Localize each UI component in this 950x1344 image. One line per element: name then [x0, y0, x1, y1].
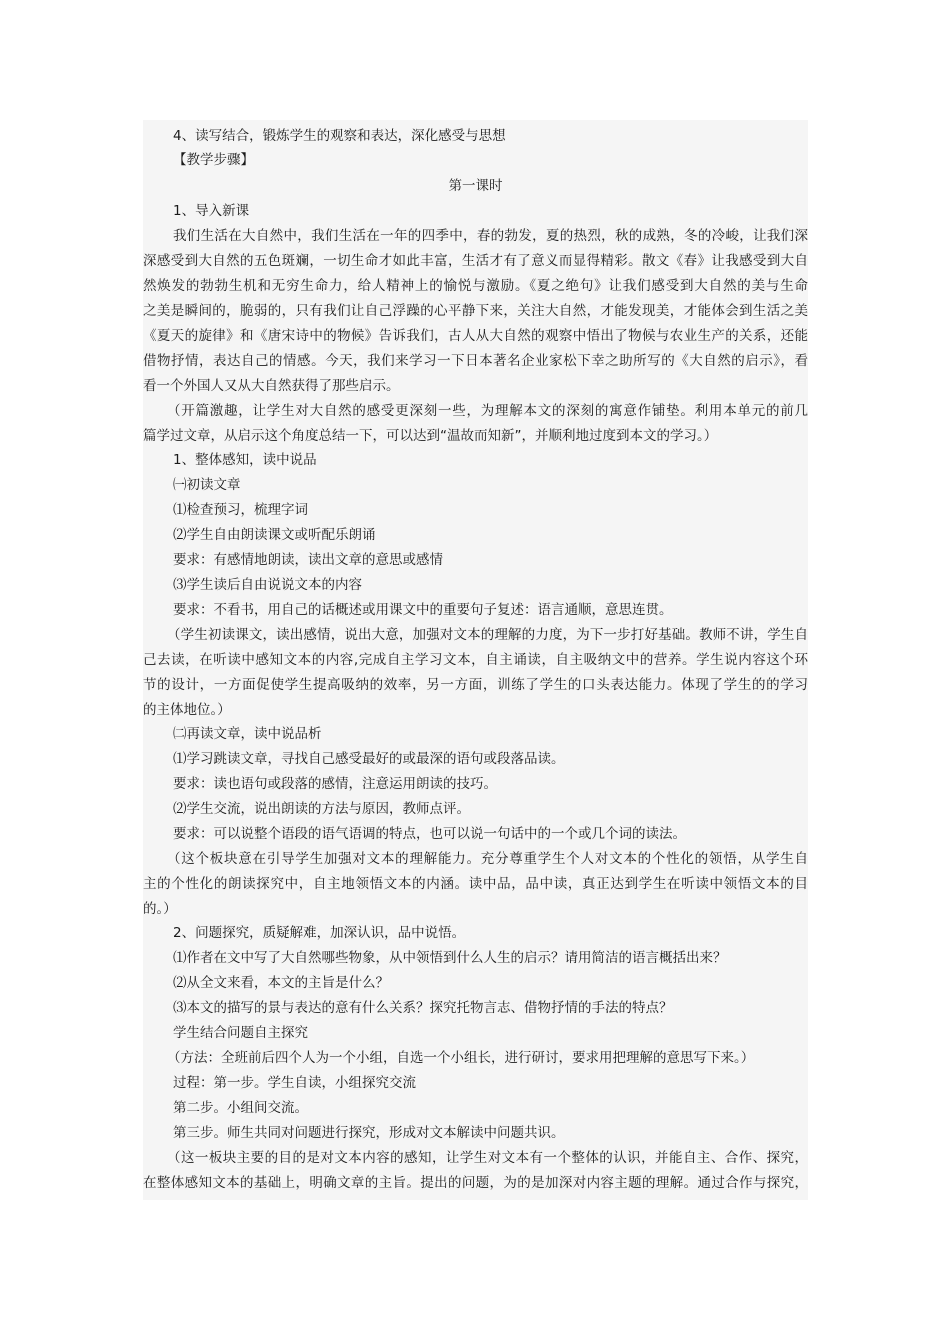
text-line: 要求：不看书，用自己的话概述或用课文中的重要句子复述：语言通顺，意思连贯。 — [173, 602, 673, 618]
text-line: 看一个外国人又从大自然获得了那些启示。 — [143, 378, 400, 394]
text-line: ㈠初读文章 — [173, 477, 241, 493]
section-heading: 【教学步骤】 — [173, 152, 254, 168]
text-line: ⑴检查预习，梳理字词 — [173, 502, 308, 518]
text-line: ⑶学生读后自由说说文本的内容 — [173, 577, 362, 593]
text-line: （这一板块主要的目的是对文本内容的感知，让学生对文本有一个整体的认识，并能自主、合作、探究， — [167, 1150, 808, 1166]
text-line: 的。） — [143, 901, 177, 917]
text-line: 第三步。师生共同对问题进行探究，形成对文本解读中问题共识。 — [173, 1125, 565, 1141]
text-line: 在整体感知文本的基础上，明确文章的主旨。提出的问题，为的是加深对内容主题的理解。通过合作与探究， — [143, 1175, 808, 1191]
text-line: 我们生活在大自然中，我们生活在一年的四季中，春的勃发，夏的热烈，秋的成熟，冬的冷峻，让我们深 — [173, 228, 808, 244]
text-line: 要求：有感情地朗读，读出文章的意思或感情 — [173, 552, 443, 568]
text-line: 要求：可以说整个语段的语气语调的特点，也可以说一句话中的一个或几个词的读法。 — [173, 826, 686, 842]
text-line: 学生结合问题自主探究 — [173, 1025, 308, 1041]
text-line: （学生初读课文，读出感情，说出大意，加强对文本的理解的力度，为下一步打好基础。教师不讲，学生自 — [167, 627, 808, 643]
lesson-title: 第一课时 — [448, 178, 503, 194]
text-line: ㈡再读文章，读中说品析 — [173, 726, 322, 742]
text-line: 4、读写结合，锻炼学生的观察和表达，深化感受与思想 — [173, 128, 506, 144]
text-line: 深感受到大自然的五色斑斓，一切生命才如此丰富，生活才有了意义而显得精彩。散文《春》让我感受到大自 — [143, 253, 808, 269]
text-line: 借物抒情，表达自己的情感。今天，我们来学习一下日本著名企业家松下幸之助所写的《大自然的启示》，看 — [143, 353, 808, 369]
text-line: 2、问题探究，质疑解难，加深认识，品中说悟。 — [173, 925, 466, 941]
text-line: 之美是瞬间的，脆弱的，只有我们让自己浮躁的心平静下来，关注大自然，才能发现美，才能体会到生活之美 — [143, 303, 808, 319]
text-line: 己去读，在听读中感知文本的内容,完成自主学习文本，自主诵读，自主吸纳文中的营养。学生说内容这个环 — [143, 652, 808, 668]
text-line: 1、整体感知，读中说品 — [173, 452, 317, 468]
text-line: ⑴学习跳读文章，寻找自己感受最好的或最深的语句或段落品读。 — [173, 751, 565, 767]
text-line: 1、导入新课 — [173, 203, 250, 219]
text-line: （方法：全班前后四个人为一个小组，自选一个小组长，进行研讨，要求用把理解的意思写下来。） — [167, 1050, 755, 1066]
text-line: 篇学过文章，从启示这个角度总结一下，可以达到“温故而知新”，并顺利地过度到本文的学习。） — [143, 428, 718, 444]
text-line: ⑶本文的描写的景与表达的意有什么关系？探究托物言志、借物抒情的手法的特点？ — [173, 1000, 673, 1016]
text-line: ⑵从全文来看，本文的主旨是什么？ — [173, 975, 389, 991]
text-line: 主的个性化的朗读探究中，自主地领悟文本的内涵。读中品，品中读，真正达到学生在听读中领悟文本的目 — [143, 876, 808, 892]
text-line: （开篇激趣，让学生对大自然的感受更深刻一些，为理解本文的深刻的寓意作铺垫。利用本单元的前几 — [167, 403, 808, 419]
text-line: 第二步。小组间交流。 — [173, 1100, 308, 1116]
text-line: ⑵学生自由朗读课文或听配乐朗诵 — [173, 527, 376, 543]
text-line: ⑴作者在文中写了大自然哪些物象，从中领悟到什么人生的启示？请用简洁的语言概括出来？ — [173, 950, 727, 966]
text-line: 要求：读也语句或段落的感情，注意运用朗读的技巧。 — [173, 776, 497, 792]
text-line: 然焕发的勃勃生机和无穷生命力，给人精神上的愉悦与激励。《夏之绝句》让我们感受到大自然的美与生命 — [143, 278, 808, 294]
text-line: （这个板块意在引导学生加强对文本的理解能力。充分尊重学生个人对文本的个性化的领悟，从学生自 — [167, 851, 808, 867]
text-line: 《夏天的旋律》和《唐宋诗中的物候》告诉我们，古人从大自然的观察中悟出了物候与农业生产的关系，还能 — [143, 328, 808, 344]
text-line: 节的设计，一方面促使学生提高吸纳的效率，另一方面，训练了学生的口头表达能力。体现了学生的的学习 — [143, 677, 808, 693]
text-line: 的主体地位。） — [143, 702, 231, 718]
text-line: 过程：第一步。学生自读，小组探究交流 — [173, 1075, 416, 1091]
text-line: ⑵学生交流，说出朗读的方法与原因，教师点评。 — [173, 801, 470, 817]
